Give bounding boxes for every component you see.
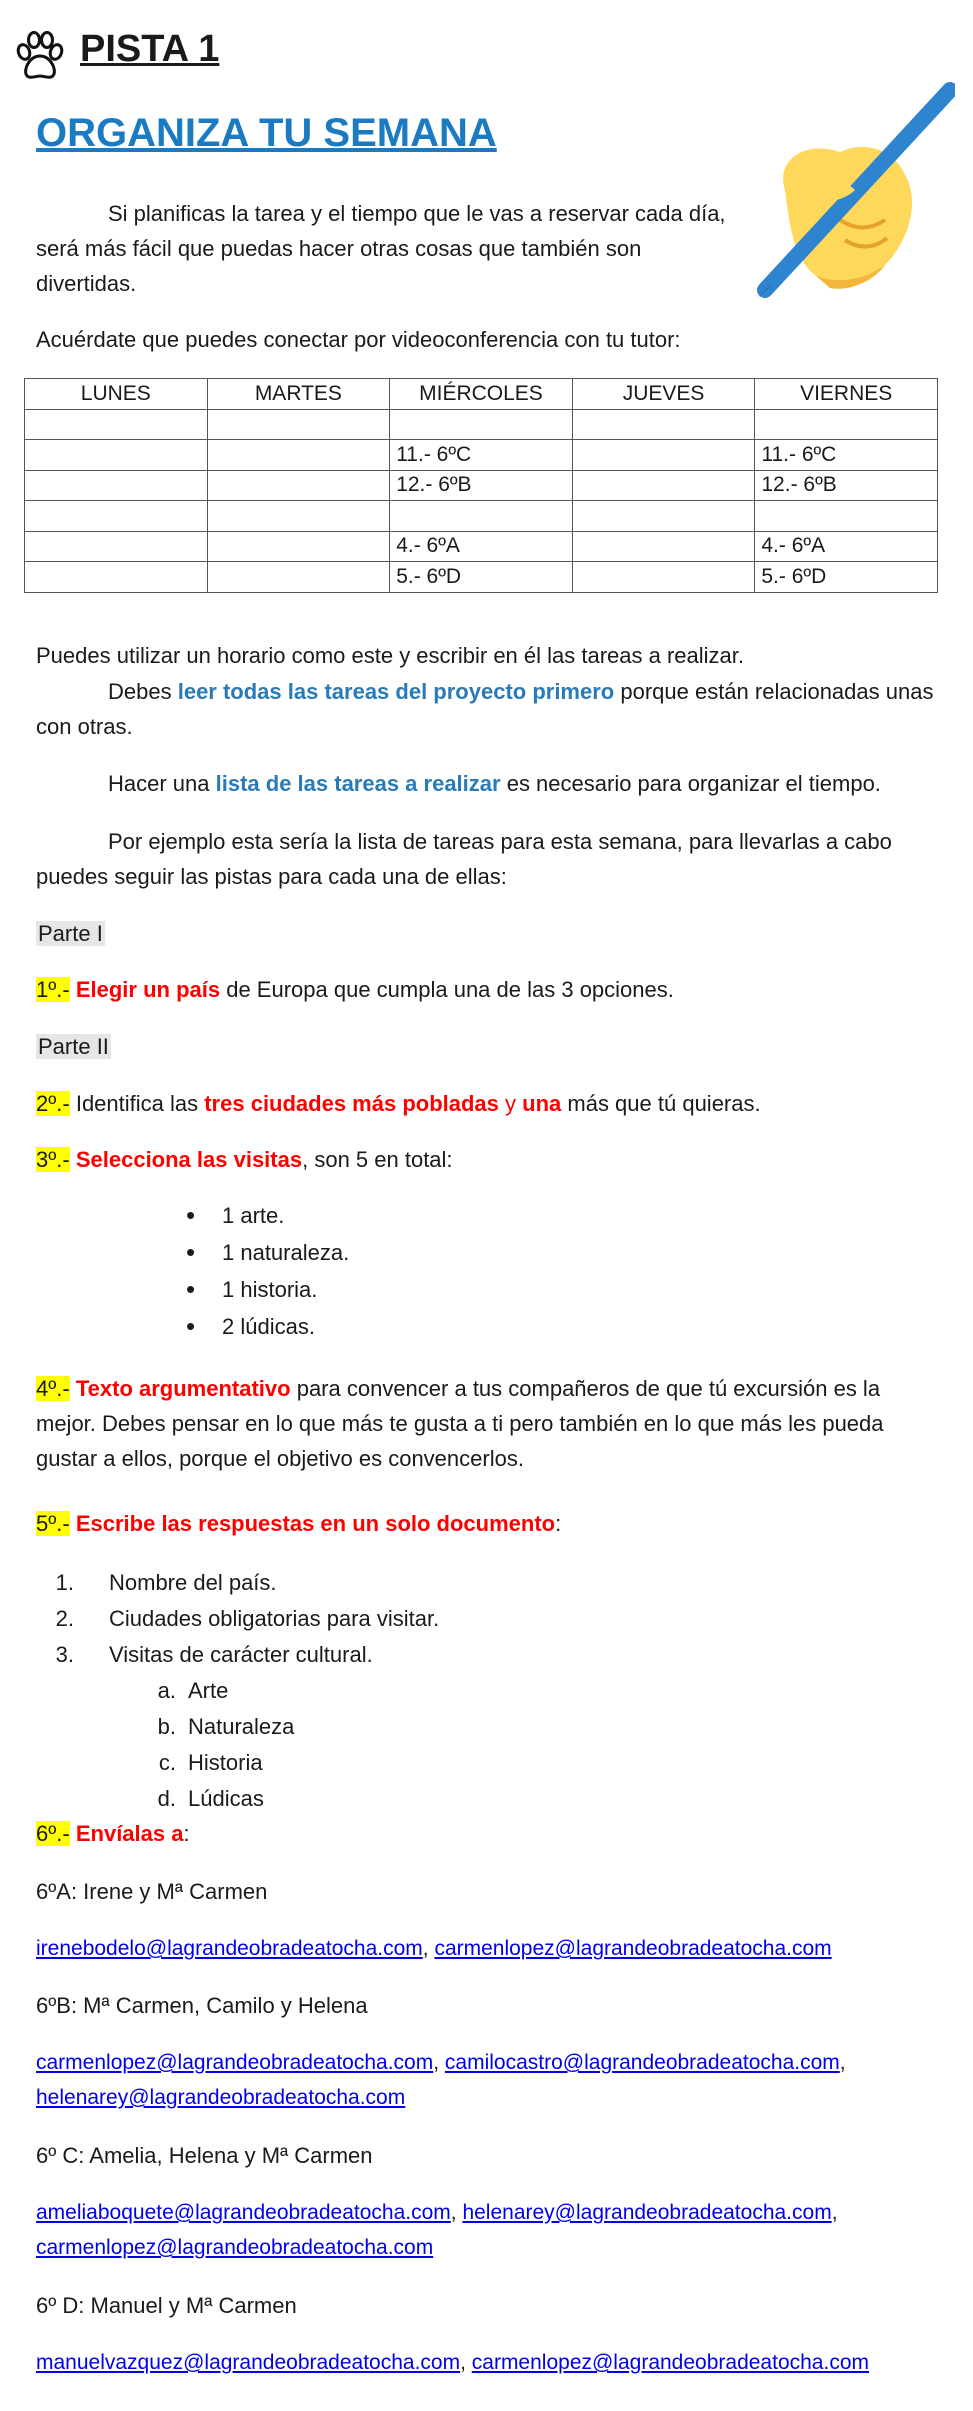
email-line: carmenlopez@lagrandeobradeatocha.com, camilocastro@lagrandeobradeatocha.com, helenarey@lagrandeobradeatocha.com — [36, 2051, 846, 2109]
schedule-cell — [755, 409, 938, 440]
email-link[interactable]: manuelvazquez@lagrandeobradeatocha.com — [36, 2351, 461, 2374]
email-link[interactable]: carmenlopez@lagrandeobradeatocha.com — [471, 2351, 869, 2374]
schedule-cell: 12.- 6ºB — [390, 470, 573, 501]
writing-hand-icon — [745, 80, 955, 300]
step-text: para convencer a tus compañeros de que tú excursión es la mejor. Debes pensar en lo que más te gusta a ti pero también en lo que más les pueda gustar a ellos, porque el objetivo es convencerlos. — [36, 1376, 884, 1471]
para-text: es necesario para organizar el tiempo. — [500, 771, 881, 796]
schedule-cell — [390, 501, 573, 532]
schedule-cell — [207, 409, 390, 440]
step-4 — [36, 1371, 936, 1476]
list-text: Ciudades obligatorias para visitar. — [109, 1606, 440, 1631]
sublist-item — [146, 1745, 439, 1781]
parte-1-label: Parte I — [38, 921, 103, 946]
highlight-text: lista de las tareas a realizar — [215, 771, 501, 796]
list-text: Arte — [188, 1678, 229, 1703]
schedule-header-row — [25, 379, 938, 410]
schedule-cell — [572, 531, 755, 562]
para-text: Hacer una — [108, 771, 216, 796]
step-keyword: Selecciona las visitas — [75, 1147, 303, 1172]
day-header: LUNES — [25, 379, 208, 410]
list-item — [36, 1565, 439, 1601]
day-header: MIÉRCOLES — [390, 379, 573, 410]
schedule-cell: 4.- 6ºA — [390, 531, 573, 562]
list-letter: d. — [157, 1786, 176, 1811]
group-label: 6º D: Manuel y Mª Carmen — [36, 2293, 297, 2318]
step-number: 1º.- — [36, 977, 70, 1002]
list-number: 2. — [55, 1606, 74, 1631]
pista-heading: PISTA 1 — [80, 28, 220, 70]
group-label: 6º C: Amelia, Helena y Mª Carmen — [36, 2143, 373, 2168]
schedule-cell: 11.- 6ºC — [390, 440, 573, 471]
schedule-row — [25, 531, 938, 562]
schedule-cell — [390, 409, 573, 440]
videoconf-text: Acuérdate que puedes conectar por videoconferencia con tu tutor: — [36, 327, 681, 352]
schedule-cell — [207, 440, 390, 471]
group-label: 6ºA: Irene y Mª Carmen — [36, 1879, 268, 1904]
para-horario: Puedes utilizar un horario como este y escribir en él las tareas a realizar. — [36, 643, 745, 668]
step-1 — [36, 972, 674, 1007]
schedule-cell — [25, 501, 208, 532]
email-link[interactable]: irenebodelo@lagrandeobradeatocha.com — [36, 1937, 423, 1960]
list-text: Visitas de carácter cultural. — [109, 1642, 373, 1667]
step-text: de Europa que cumpla una de las 3 opciones. — [220, 977, 674, 1002]
schedule-row — [25, 440, 938, 471]
step-keyword: Texto argumentativo — [75, 1376, 291, 1401]
step-text: más que tú quieras. — [561, 1091, 761, 1116]
step-keyword: una — [522, 1091, 562, 1116]
parte-2-label: Parte II — [38, 1034, 109, 1059]
step-number: 6º.- — [36, 1821, 70, 1846]
step-keyword: Elegir un país — [75, 977, 221, 1002]
list-letter: c. — [158, 1750, 176, 1775]
schedule-cell — [572, 562, 755, 593]
list-number: 1. — [55, 1570, 74, 1595]
step-text: , son 5 en total: — [302, 1147, 453, 1172]
para-leer-tareas — [36, 674, 936, 744]
schedule-cell — [25, 562, 208, 593]
email-link[interactable]: camilocastro@lagrandeobradeatocha.com — [444, 2051, 840, 2074]
schedule-cell — [207, 562, 390, 593]
sublist-item — [146, 1709, 439, 1745]
schedule-cell — [572, 501, 755, 532]
email-link[interactable]: carmenlopez@lagrandeobradeatocha.com — [434, 1937, 832, 1960]
email-link[interactable]: carmenlopez@lagrandeobradeatocha.com — [36, 2051, 434, 2074]
schedule-cell: 5.- 6ºD — [755, 562, 938, 593]
schedule-row — [25, 470, 938, 501]
email-link[interactable]: ameliaboquete@lagrandeobradeatocha.com — [36, 2201, 451, 2224]
intro-paragraph: Si planificas la tarea y el tiempo que le vas a reservar cada día, será más fácil que puedas hacer otras cosas que también son divertidas. — [36, 201, 726, 296]
paw-icon — [14, 30, 64, 82]
email-line: irenebodelo@lagrandeobradeatocha.com, carmenlopez@lagrandeobradeatocha.com — [36, 1937, 832, 1960]
step-3 — [36, 1142, 453, 1177]
email-link[interactable]: carmenlopez@lagrandeobradeatocha.com — [36, 2236, 434, 2259]
list-letter: b. — [157, 1714, 176, 1739]
group-label: 6ºB: Mª Carmen, Camilo y Helena — [36, 1993, 368, 2018]
schedule-cell — [25, 409, 208, 440]
step-keyword: Envíalas a — [75, 1821, 184, 1846]
day-header: VIERNES — [755, 379, 938, 410]
schedule-cell: 12.- 6ºB — [755, 470, 938, 501]
sublist-item — [146, 1781, 439, 1817]
visits-list — [186, 1197, 349, 1345]
step-text: : — [555, 1511, 562, 1536]
para-ejemplo: Por ejemplo esta sería la lista de tareas para esta semana, para llevarlas a cabo puedes seguir las pistas para cada una de ellas: — [36, 829, 892, 889]
schedule-cell: 5.- 6ºD — [390, 562, 573, 593]
highlight-text: leer todas las tareas del proyecto primero — [177, 679, 615, 704]
list-text: Nombre del país. — [109, 1570, 277, 1595]
schedule-cell: 4.- 6ºA — [755, 531, 938, 562]
day-header: JUEVES — [572, 379, 755, 410]
list-item: • 2 lúdicas. — [186, 1308, 349, 1345]
email-line: manuelvazquez@lagrandeobradeatocha.com, carmenlopez@lagrandeobradeatocha.com — [36, 2351, 869, 2374]
list-number: 3. — [55, 1642, 74, 1667]
step-text: Identifica las — [69, 1091, 205, 1116]
step-keyword: tres ciudades más pobladas — [204, 1091, 499, 1116]
list-item — [36, 1637, 439, 1673]
para-text: Debes — [108, 679, 178, 704]
list-letter: a. — [157, 1678, 176, 1703]
parte-2-wrapper — [36, 1029, 111, 1064]
list-item — [36, 1601, 439, 1637]
list-text: Lúdicas — [188, 1786, 264, 1811]
para-text: porque están relacionadas unas con otras. — [36, 679, 934, 739]
schedule-table — [24, 378, 938, 593]
step-6 — [36, 1816, 190, 1851]
list-text: Naturaleza — [188, 1714, 295, 1739]
list-item: • 1 historia. — [186, 1271, 349, 1308]
list-item: • 1 arte. — [186, 1197, 349, 1234]
schedule-cell — [25, 470, 208, 501]
page-title: ORGANIZA TU SEMANA — [36, 111, 497, 155]
step-keyword: Escribe las respuestas en un solo documento — [75, 1511, 556, 1536]
schedule-cell — [25, 440, 208, 471]
step-number: 2º.- — [36, 1091, 70, 1116]
list-item: • 1 naturaleza. — [186, 1234, 349, 1271]
schedule-cell — [207, 501, 390, 532]
step-number: 5º.- — [36, 1511, 70, 1536]
day-header: MARTES — [207, 379, 390, 410]
email-line: ameliaboquete@lagrandeobradeatocha.com, helenarey@lagrandeobradeatocha.com, carmenlopez@lagrandeobradeatocha.com — [36, 2201, 838, 2259]
schedule-row — [25, 409, 938, 440]
step-5 — [36, 1506, 561, 1541]
schedule-cell — [572, 440, 755, 471]
step-number: 4º.- — [36, 1376, 70, 1401]
schedule-cell — [572, 409, 755, 440]
step-number: 3º.- — [36, 1147, 70, 1172]
step-2 — [36, 1086, 761, 1121]
list-text: Historia — [188, 1750, 263, 1775]
email-link[interactable]: helenarey@lagrandeobradeatocha.com — [462, 2201, 832, 2224]
schedule-cell — [25, 531, 208, 562]
schedule-cell — [572, 470, 755, 501]
answers-list — [36, 1565, 439, 1817]
schedule-row — [25, 562, 938, 593]
sublist-item — [146, 1673, 439, 1709]
parte-1-wrapper — [36, 916, 105, 951]
para-lista-tareas — [36, 766, 936, 801]
email-link[interactable]: helenarey@lagrandeobradeatocha.com — [36, 2086, 406, 2109]
schedule-cell — [755, 501, 938, 532]
step-text: y — [498, 1091, 523, 1116]
step-text: : — [183, 1821, 190, 1846]
schedule-cell — [207, 470, 390, 501]
schedule-cell — [207, 531, 390, 562]
schedule-row — [25, 501, 938, 532]
schedule-cell: 11.- 6ºC — [755, 440, 938, 471]
sublist — [36, 1673, 439, 1817]
